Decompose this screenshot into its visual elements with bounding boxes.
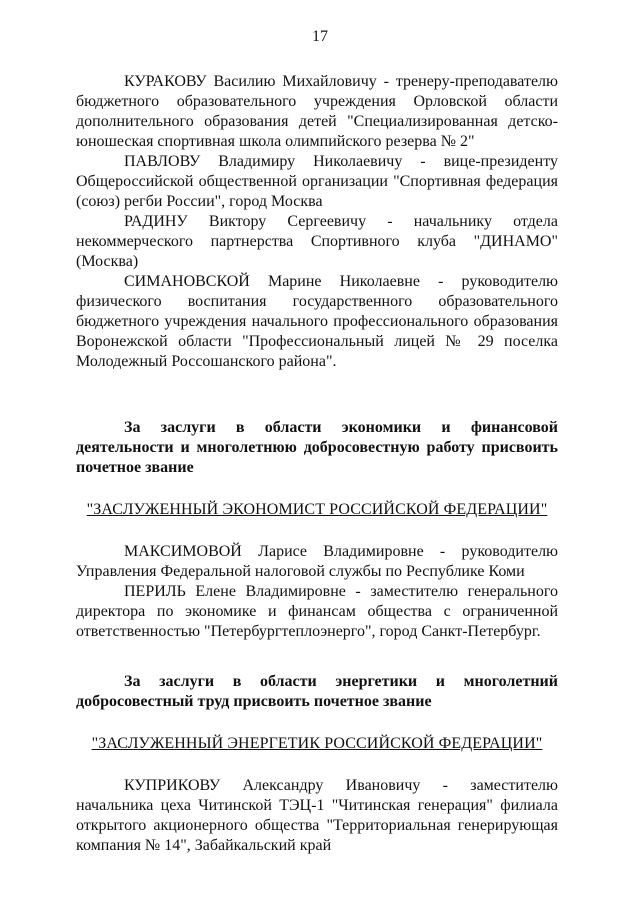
spacer bbox=[76, 478, 558, 500]
economist-title: "ЗАСЛУЖЕННЫЙ ЭКОНОМИСТ РОССИЙСКОЙ ФЕДЕРАЦИИ" bbox=[86, 501, 548, 518]
spacer bbox=[76, 372, 558, 418]
page-number: 17 bbox=[312, 28, 328, 45]
energy-title: "ЗАСЛУЖЕННЫЙ ЭНЕРГЕТИК РОССИЙСКОЙ ФЕДЕРАЦИИ" bbox=[91, 735, 543, 752]
spacer bbox=[76, 712, 558, 734]
awardee-kurakov: КУРАКОВУ Василию Михайловичу - тренеру-преподавателю бюджетного образовательного учреждения Орловской области дополнительного образования детей "Специализированная детско-юношеская спортивная школа олимпийского резерва № 2" bbox=[76, 73, 558, 150]
spacer bbox=[76, 754, 558, 776]
awardee-pavlov: ПАВЛОВУ Владимиру Николаевичу - вице-президенту Общероссийской общественной организации "Спортивная федерация (союз) регби России", город Москва bbox=[76, 153, 558, 210]
awardee-radin: РАДИНУ Виктору Сергеевичу - начальнику отдела некоммерческого партнерства Спортивного клуба "ДИНАМО" (Москва) bbox=[76, 213, 558, 270]
economist-decree: За заслуги в области экономики и финансовой деятельности и многолетнюю добросовестную работу присвоить почетное звание bbox=[76, 419, 558, 476]
awardee-simanovskaya: СИМАНОВСКОЙ Марине Николаевне - руководителю физического воспитания государственного образовательного бюджетного учреждения начального профессионального образования Воронежской области "Профессиональный лицей № 29 поселка Молодежный Россошанского района". bbox=[76, 273, 558, 370]
awardee-kuprikov: КУПРИКОВУ Александру Ивановичу - заместителю начальника цеха Читинской ТЭЦ-1 "Читинская генерация" филиала открытого акционерного общества "Территориальная генерирующая компания № 14", Забайкальский край bbox=[76, 777, 558, 854]
spacer bbox=[76, 642, 558, 672]
awardee-maksimova: МАКСИМОВОЙ Ларисе Владимировне - руководителю Управления Федеральной налоговой службы по Республике Коми bbox=[76, 543, 558, 580]
energy-decree: За заслуги в области энергетики и многолетний добросовестный труд присвоить почетное звание bbox=[76, 673, 558, 710]
spacer bbox=[76, 520, 558, 542]
document-body bbox=[76, 72, 558, 856]
awardee-peril: ПЕРИЛЬ Елене Владимировне - заместителю генерального директора по экономике и финансам общества с ограниченной ответственностью "Петербургтеплоэнерго", город Санкт-Петербург. bbox=[76, 583, 558, 640]
